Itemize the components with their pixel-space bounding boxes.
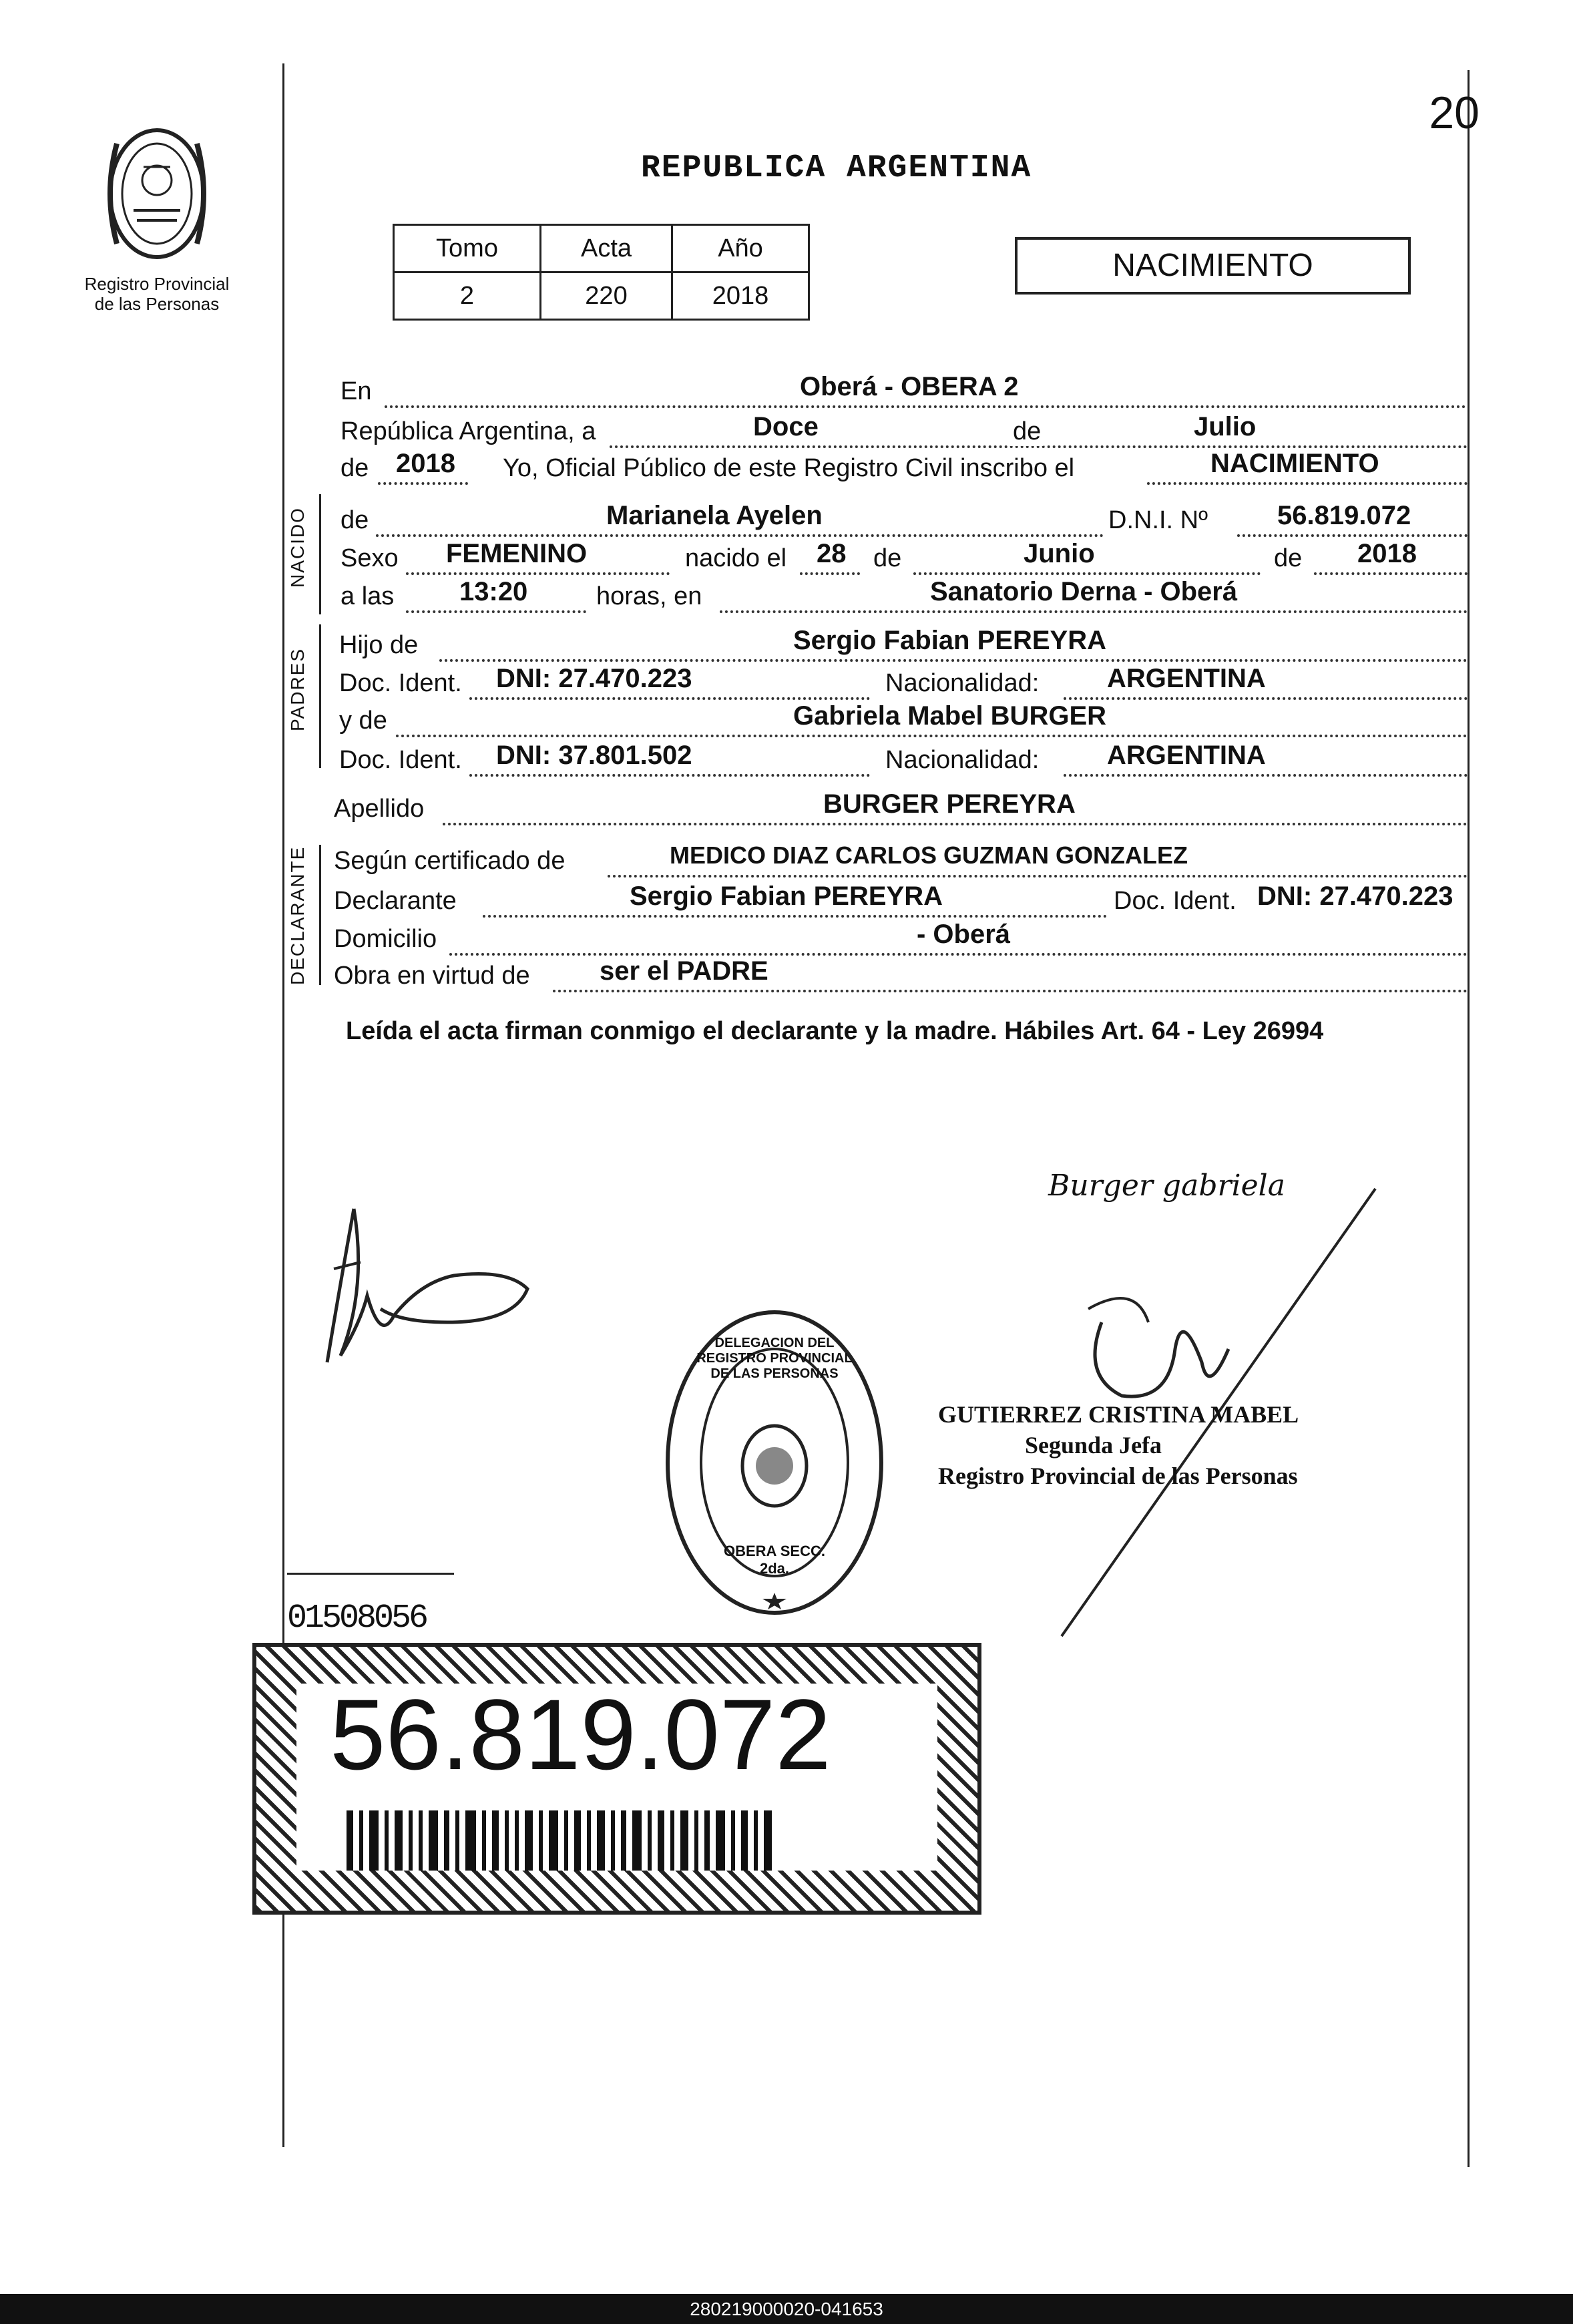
value-sexo: FEMENINO: [446, 539, 588, 568]
registry-header-acta: Acta: [541, 225, 672, 272]
row-mother: [339, 701, 1468, 740]
official-stamp: [938, 1399, 1299, 1491]
registry-value-tomo: 2: [394, 272, 541, 320]
label-republica: República Argentina, a: [341, 417, 596, 445]
value-decl-doc: DNI: 27.470.223: [1257, 882, 1453, 911]
label-father-doc: Doc. Ident.: [339, 669, 462, 697]
registry-header-anio: Año: [672, 225, 809, 272]
org-name-line2: de las Personas: [94, 294, 220, 314]
value-mother: Gabriela Mabel BURGER: [793, 701, 1107, 731]
label-official: Yo, Oficial Público de este Registro Civil inscribo el: [503, 454, 1075, 482]
row-obra: [334, 956, 1468, 995]
registry-table: [393, 224, 810, 321]
value-declarante: Sergio Fabian PEREYRA: [630, 882, 943, 911]
value-father: Sergio Fabian PEREYRA: [793, 626, 1106, 655]
registry-table-header-row: [394, 225, 809, 272]
value-domicilio: - Oberá: [917, 920, 1011, 949]
row-declarante: [334, 882, 1468, 920]
label-father-nat: Nacionalidad:: [885, 669, 1040, 697]
label-certificado: Según certificado de: [334, 847, 566, 875]
right-margin-line: [1468, 70, 1470, 2167]
province-seal-icon: [97, 117, 217, 270]
label-domicilio: Domicilio: [334, 925, 437, 953]
row-nacido-name: [339, 501, 1468, 540]
value-birth-place: Sanatorio Derna - Oberá: [930, 577, 1238, 606]
value-certificado: MEDICO DIAZ CARLOS GUZMAN GONZALEZ: [670, 841, 1188, 869]
serial-number: 01508056: [287, 1599, 427, 1637]
row-father: [339, 626, 1468, 664]
row-apellido: [334, 789, 1468, 828]
value-place: Oberá - OBERA 2: [800, 372, 1019, 401]
section-declarante-label: DECLARANTE: [287, 845, 308, 985]
section-nacido-label: NACIDO: [287, 507, 308, 588]
page-number: 20: [1429, 87, 1480, 138]
row-date: [339, 412, 1468, 451]
label-decl-doc: Doc. Ident.: [1114, 887, 1237, 915]
value-birth-month: Junio: [1024, 539, 1095, 568]
label-y-de: y de: [339, 707, 387, 735]
footnote-text: Leída el acta firman conmigo el declarante y la madre. Hábiles Art. 64 - Ley 26994: [346, 1017, 1324, 1045]
value-mother-nat: ARGENTINA: [1107, 741, 1266, 770]
row-certificado: [334, 841, 1468, 880]
row-mother-doc: [339, 741, 1468, 779]
label-en: En: [341, 377, 372, 405]
value-time: 13:20: [459, 577, 528, 606]
value-birth-year: 2018: [1357, 539, 1417, 568]
label-sexo: Sexo: [341, 544, 399, 572]
label-nacido-el: nacido el: [685, 544, 787, 572]
barcode-bars: [347, 1810, 881, 1871]
registry-table-value-row: [394, 272, 809, 320]
record-type-box: NACIMIENTO: [1015, 237, 1411, 295]
value-father-doc: DNI: 27.470.223: [496, 664, 692, 693]
label-hijo-de: Hijo de: [339, 631, 419, 659]
registry-value-anio: 2018: [672, 272, 809, 320]
value-apellido: BURGER PEREYRA: [823, 789, 1076, 819]
label-obra: Obra en virtud de: [334, 962, 530, 990]
official-name: GUTIERREZ CRISTINA MABEL: [938, 1401, 1299, 1428]
registry-header-tomo: Tomo: [394, 225, 541, 272]
org-logo: [80, 117, 234, 314]
section-padres-label: PADRES: [287, 647, 308, 731]
barcode-label: [252, 1643, 981, 1915]
org-name-line1: Registro Provincial: [84, 274, 230, 294]
value-child-dni: 56.819.072: [1277, 501, 1411, 530]
label-nacido-de: de: [341, 506, 369, 534]
label-dni: D.N.I. Nº: [1108, 506, 1208, 534]
value-obra: ser el PADRE: [600, 956, 768, 986]
official-org: Registro Provincial de las Personas: [938, 1463, 1298, 1489]
document-title: REPUBLICA ARGENTINA: [641, 150, 1032, 186]
row-nacido-time: [339, 577, 1468, 616]
value-month: Julio: [1194, 412, 1257, 441]
row-year: [339, 449, 1468, 488]
value-child-name: Marianela Ayelen: [606, 501, 823, 530]
value-year: 2018: [396, 449, 455, 478]
label-apellido: Apellido: [334, 795, 425, 823]
label-de-3: de: [1274, 544, 1303, 572]
label-mother-doc: Doc. Ident.: [339, 746, 462, 774]
label-year-de: de: [341, 454, 369, 482]
label-a-las: a las: [341, 582, 395, 610]
label-de: de: [1010, 417, 1044, 446]
official-role: Segunda Jefa: [1025, 1432, 1162, 1459]
barcode-number: 56.819.072: [330, 1678, 831, 1790]
label-mother-nat: Nacionalidad:: [885, 746, 1040, 774]
value-birth-day: 28: [817, 539, 847, 568]
mother-signature-text: Burger gabriela: [1048, 1169, 1285, 1203]
value-mother-doc: DNI: 37.801.502: [496, 741, 692, 770]
declarant-signature: [314, 1189, 554, 1376]
stamp-subtext: OBERA SECC. 2da.: [724, 1543, 825, 1577]
label-de-2: de: [873, 544, 902, 572]
value-day: Doce: [753, 412, 819, 441]
row-nacido-sex: [339, 539, 1468, 578]
row-place: [339, 372, 1468, 411]
value-father-nat: ARGENTINA: [1107, 664, 1266, 693]
value-event: NACIMIENTO: [1210, 449, 1379, 478]
footer-id: 280219000020-041653: [0, 2294, 1573, 2324]
row-father-doc: [339, 664, 1468, 703]
stamp-text: DELEGACION DEL REGISTRO PROVINCIAL DE LAS PERSONAS: [696, 1336, 853, 1381]
label-horas: horas, en: [596, 582, 702, 610]
row-domicilio: [334, 920, 1468, 958]
label-declarante: Declarante: [334, 887, 457, 915]
registry-value-acta: 220: [541, 272, 672, 320]
